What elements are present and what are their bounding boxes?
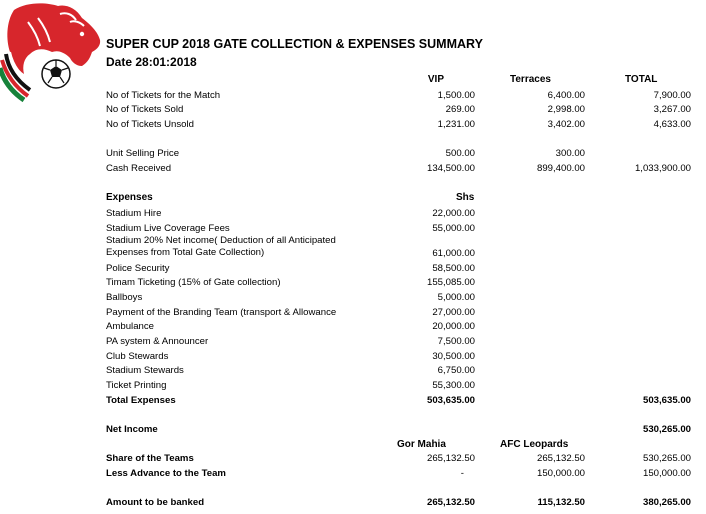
- banked-total: 380,265.00: [642, 497, 691, 508]
- cell-total: 4,633.00: [653, 119, 691, 130]
- expense-label: Stadium Stewards: [106, 365, 184, 376]
- cell-vip: 269.00: [445, 104, 475, 115]
- cell-terraces: 2,998.00: [547, 104, 585, 115]
- share-team2: 265,132.50: [536, 453, 585, 464]
- banked-label: Amount to be banked: [106, 497, 205, 508]
- column-header-vip: VIP: [427, 74, 444, 85]
- expense-amount: 30,500.00: [432, 351, 475, 362]
- cell-total: 7,900.00: [653, 90, 691, 101]
- lion-logo-icon: [0, 0, 104, 104]
- column-header-total: TOTAL: [625, 74, 658, 85]
- cell-terraces: 3,402.00: [547, 119, 585, 130]
- expense-amount: 22,000.00: [432, 208, 475, 219]
- cell-vip: 500.00: [445, 148, 475, 159]
- expense-label: PA system & Announcer: [106, 336, 209, 347]
- expense-amount: 61,000.00: [432, 248, 475, 259]
- expense-label: Payment of the Branding Team (transport & Allowance: [106, 307, 337, 318]
- column-header-terraces: Terraces: [510, 74, 551, 85]
- cell-total: 3,267.00: [653, 104, 691, 115]
- expense-amount: 27,000.00: [432, 307, 475, 318]
- expense-label: Stadium Hire: [106, 208, 162, 219]
- expense-label: Stadium Live Coverage Fees: [106, 223, 230, 234]
- row-label: No of Tickets for the Match: [106, 90, 221, 101]
- total-expenses-total: 503,635.00: [642, 395, 691, 406]
- expense-label: Club Stewards: [106, 351, 169, 362]
- expense-amount: 55,300.00: [432, 380, 475, 391]
- row-label: No of Tickets Unsold: [106, 119, 194, 130]
- expense-label: Stadium 20% Net income( Deduction of all Anticipated: [106, 235, 336, 246]
- banked-team1: 265,132.50: [426, 497, 475, 508]
- share-total: 530,265.00: [642, 453, 691, 464]
- row-label: No of Tickets Sold: [106, 104, 184, 115]
- expense-amount: 155,085.00: [426, 277, 475, 288]
- net-income-total: 530,265.00: [642, 424, 691, 435]
- expense-amount: 58,500.00: [432, 263, 475, 274]
- net-income-label: Net Income: [106, 424, 158, 435]
- expense-label: Police Security: [106, 263, 170, 274]
- total-expenses-vip: 503,635.00: [426, 395, 475, 406]
- share-team1: 265,132.50: [426, 453, 475, 464]
- expense-amount: 55,000.00: [432, 223, 475, 234]
- page-title: SUPER CUP 2018 GATE COLLECTION & EXPENSES SUMMARY: [106, 37, 483, 51]
- currency-label: Shs: [456, 192, 475, 203]
- advance-team2: 150,000.00: [536, 468, 585, 479]
- row-label: Unit Selling Price: [106, 148, 180, 159]
- advance-team1: -: [460, 468, 464, 479]
- expense-label: Ambulance: [106, 321, 154, 332]
- row-label: Cash Received: [106, 163, 172, 174]
- cell-vip: 134,500.00: [426, 163, 475, 174]
- team2-header: AFC Leopards: [500, 439, 569, 450]
- cell-terraces: 6,400.00: [547, 90, 585, 101]
- share-label: Share of the Teams: [106, 453, 194, 464]
- team1-header: Gor Mahia: [397, 439, 446, 450]
- expense-amount: 20,000.00: [432, 321, 475, 332]
- cell-total: 1,033,900.00: [634, 163, 691, 174]
- report-date: Date 28:01:2018: [106, 55, 197, 69]
- expenses-heading: Expenses: [106, 192, 153, 203]
- expense-label-continued: Expenses from Total Gate Collection): [106, 247, 265, 258]
- cell-terraces: 300.00: [555, 148, 585, 159]
- cell-vip: 1,231.00: [437, 119, 475, 130]
- advance-total: 150,000.00: [642, 468, 691, 479]
- expense-label: Timam Ticketing (15% of Gate collection): [106, 277, 281, 288]
- cell-terraces: 899,400.00: [536, 163, 585, 174]
- advance-label: Less Advance to the Team: [106, 468, 226, 479]
- expense-label: Ballboys: [106, 292, 143, 303]
- total-expenses-label: Total Expenses: [106, 395, 176, 406]
- expense-amount: 5,000.00: [437, 292, 475, 303]
- cell-vip: 1,500.00: [437, 90, 475, 101]
- expense-amount: 7,500.00: [437, 336, 475, 347]
- banked-team2: 115,132.50: [537, 497, 585, 508]
- expense-label: Ticket Printing: [106, 380, 167, 391]
- expense-amount: 6,750.00: [437, 365, 475, 376]
